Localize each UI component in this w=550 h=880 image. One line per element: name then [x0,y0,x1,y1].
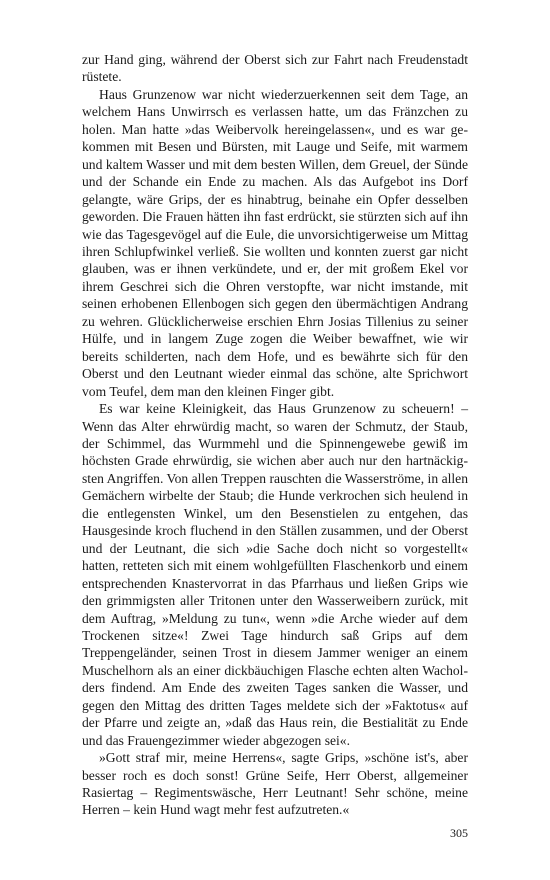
paragraph: »Gott straf mir, meine Herrens«, sagte Grips, »schöne ist's, aber besser roch es doch sonst! Grüne Seife, Herr Oberst, allgemeiner Rasiertag – Regimentswäsche, Herr Leutnant! Sehr schöne, meine Herren – kein Hund wagt mehr fest aufzutreten.« [82,750,468,818]
paragraph: Haus Grunzenow war nicht wiederzuerkennen seit dem Tage, an welchem Hans Unwirrsch es verlassen hatte, um das Fränzchen zu holen. Man hatte »das Weibervolk hereingelassen«, und es war gekommen mit Besen und Bürsten, mit Lauge und Seife, mit warmem und kaltem Wasser und mit dem besten Willen, dem Greuel, der Sünde und der Schande ein Ende zu machen. Als das Aufgebot ins Dorf gelangte, wäre Grips, der es hinabtrug, beinahe ein Opfer desselben geworden. Die Frauen hätten ihn fast erdrückt, sie stürzten sich auf ihn wie das Tagesgevögel auf die Eule, die unvorsichtigerweise um Mittag ihren Schlupfwinkel verließ. Sie wollten und konnten zuerst gar nicht glauben, was er ihnen verkündete, und er, der mit großem Ekel vor ihrem Geschrei sich die Ohren verstopfte, war nicht imstande, mit seinen erhobenen Ellenbogen sich gegen den übermächtigen Andrang zu wehren. Glücklicherweise erschien Ehrn Josias Tillenius zu seiner Hülfe, und in langem Zuge zogen die Weiber bewaffnet, wie wir bereits schilderten, nach dem Hofe, und es bewährte sich für den Oberst und den Leutnant wieder einmal das schöne, alte Sprichwort vom Teufel, dem man den kleinen Finger gibt. [82,86,468,399]
book-page-text [82,51,468,819]
page-number: 305 [450,826,468,840]
paragraph-continuation: zur Hand ging, während der Oberst sich zur Fahrt nach Freudenstadt rüstete. [82,52,468,85]
paragraph: Es war keine Kleinigkeit, das Haus Grunzenow zu scheuern! – Wenn das Alter ehrwürdig macht, so waren der Schmutz, der Staub, der Schimmel, das Wurmmehl und die Spinnengewebe gewiß im höchsten Grade ehrwürdig, sie wichen aber auch nur den hartnäckigsten Angriffen. Von allen Treppen rauschten die Wasserströme, in allen Gemächern wirbelte der Staub; die Hunde verkrochen sich heulend in die entlegensten Winkel, um den Besenstielen zu entgehen, das Hausgesinde kroch fluchend in den Ställen zusammen, und der Oberst und der Leutnant, die sich »die Sache doch nicht so vorgestellt« hatten, retteten sich mit einem wohlgefüllten Flaschenkorb und einem entsprechenden Knastervorrat in das Pfarrhaus und ließen Grips wie den grimmigsten aller Tritonen unter den Wasserweibern zurück, mit dem Auftrag, »Meldung zu tun«, wenn »die Arche wieder auf dem Trockenen sitze«! Zwei Tage hindurch saß Grips auf dem Treppengeländer, seinen Trost in diesem Jammer weniger an einem Muschelhorn als an einer dickbäuchigen Flasche echten alten Wacholders findend. Am Ende des zweiten Tages sanken die Wasser, und gegen den Mittag des dritten Tages meldete sich der »Faktotus« auf der Pfarre und zeigte an, »daß das Haus rein, die Bestialität zu Ende und das Frauengezimmer wieder abgezogen sei«. [82,401,468,748]
